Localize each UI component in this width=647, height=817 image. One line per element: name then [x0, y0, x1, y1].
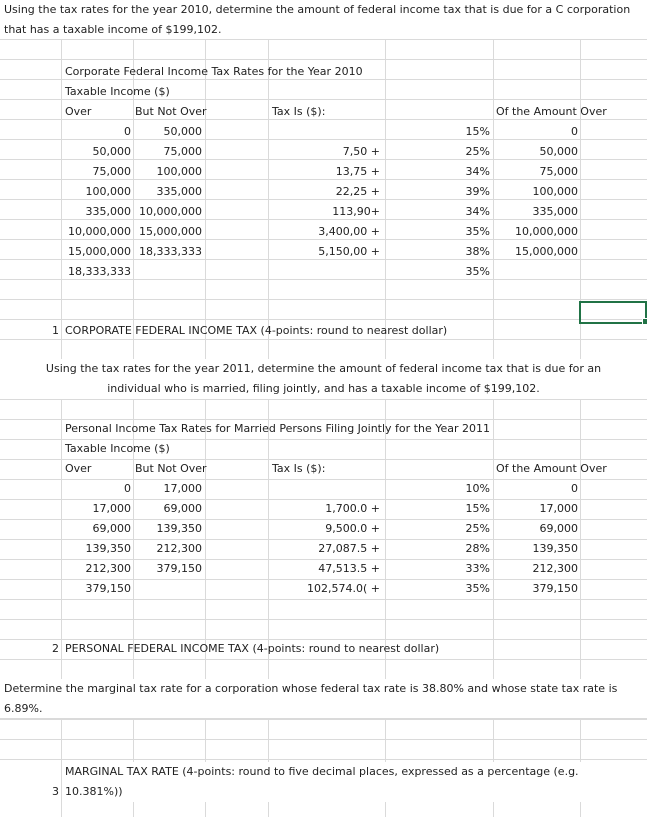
- q1-cell-over[interactable]: 10,000,000: [68, 225, 131, 238]
- q1-answer-label[interactable]: CORPORATE FEDERAL INCOME TAX (4-points: round to nearest dollar): [65, 324, 448, 337]
- q2-cell-not-over[interactable]: 17,000: [163, 482, 202, 495]
- q2-cell-tax[interactable]: 102,574.0( +: [307, 582, 380, 595]
- q2-prompt-line2: individual who is married, filing jointly, and has a taxable income of $199,102.: [107, 382, 540, 395]
- q1-cell-rate[interactable]: 34%: [465, 165, 490, 178]
- q1-cell-over[interactable]: 0: [124, 125, 131, 138]
- q2-cell-amount-over[interactable]: 0: [571, 482, 578, 495]
- q1-table-subtitle[interactable]: Taxable Income ($): [65, 85, 170, 98]
- q2-cell-amount-over[interactable]: 69,000: [539, 522, 578, 535]
- q1-answer-number[interactable]: 1: [52, 324, 59, 337]
- q2-cell-rate[interactable]: 28%: [465, 542, 490, 555]
- q3-answer-label-line2: 10.381%)): [65, 785, 123, 798]
- q1-cell-not-over[interactable]: 10,000,000: [139, 205, 202, 218]
- q2-header-over[interactable]: Over: [65, 462, 92, 475]
- q2-cell-over[interactable]: 0: [124, 482, 131, 495]
- q1-prompt-text: Using the tax rates for the year 2010, determine the amount of federal income tax that is due for a C corporation that has a taxable income of $199,102.: [4, 3, 631, 36]
- q2-cell-over[interactable]: 212,300: [85, 562, 131, 575]
- q2-cell-rate[interactable]: 35%: [465, 582, 490, 595]
- q3-answer-label-line1: MARGINAL TAX RATE (4-points: round to five decimal places, expressed as a percentage (e.g.: [65, 765, 579, 778]
- q2-cell-tax[interactable]: 47,513.5 +: [318, 562, 380, 575]
- q2-table-subtitle[interactable]: Taxable Income ($): [65, 442, 170, 455]
- q1-cell-rate[interactable]: 39%: [465, 185, 490, 198]
- q1-header-over[interactable]: Over: [65, 105, 92, 118]
- q1-cell-tax[interactable]: 7,50 +: [342, 145, 380, 158]
- q1-cell-amount-over[interactable]: 75,000: [539, 165, 578, 178]
- q1-header-but-not-over[interactable]: But Not Over: [135, 105, 207, 118]
- q1-header-of-amount-over[interactable]: Of the Amount Over: [496, 105, 607, 118]
- q1-cell-tax[interactable]: 13,75 +: [335, 165, 380, 178]
- q1-cell-rate[interactable]: 35%: [465, 265, 490, 278]
- q3-prompt-cell[interactable]: [0, 679, 647, 719]
- q1-table-title[interactable]: Corporate Federal Income Tax Rates for the Year 2010: [65, 65, 363, 78]
- q1-cell-amount-over[interactable]: 15,000,000: [515, 245, 578, 258]
- q3-answer-number: 3: [52, 785, 59, 798]
- q2-cell-tax[interactable]: 27,087.5 +: [318, 542, 380, 555]
- q1-header-tax-is[interactable]: Tax Is ($):: [272, 105, 326, 118]
- q1-cell-tax[interactable]: 113,90+: [332, 205, 380, 218]
- q1-cell-not-over[interactable]: 15,000,000: [139, 225, 202, 238]
- q1-cell-amount-over[interactable]: 0: [571, 125, 578, 138]
- q2-answer-number[interactable]: 2: [52, 642, 59, 655]
- q2-cell-amount-over[interactable]: 17,000: [539, 502, 578, 515]
- q1-cell-not-over[interactable]: 18,333,333: [139, 245, 202, 258]
- q2-prompt-cell[interactable]: [0, 359, 647, 400]
- q2-cell-rate[interactable]: 25%: [465, 522, 490, 535]
- q1-cell-over[interactable]: 335,000: [85, 205, 131, 218]
- q1-cell-rate[interactable]: 38%: [465, 245, 490, 258]
- q3-answer-number-cell[interactable]: [0, 762, 61, 802]
- q1-cell-amount-over[interactable]: 50,000: [539, 145, 578, 158]
- q2-answer-label[interactable]: PERSONAL FEDERAL INCOME TAX (4-points: round to nearest dollar): [65, 642, 440, 655]
- q2-cell-tax[interactable]: 1,700.0 +: [325, 502, 380, 515]
- q2-cell-rate[interactable]: 15%: [465, 502, 490, 515]
- selected-cell[interactable]: [579, 301, 647, 324]
- q2-cell-over[interactable]: 69,000: [92, 522, 131, 535]
- q1-cell-over[interactable]: 50,000: [92, 145, 131, 158]
- q2-cell-over[interactable]: 139,350: [85, 542, 131, 555]
- q2-table-title[interactable]: Personal Income Tax Rates for Married Persons Filing Jointly for the Year 2011: [65, 422, 490, 435]
- q1-cell-over[interactable]: 18,333,333: [68, 265, 131, 278]
- q2-header-of-amount-over[interactable]: Of the Amount Over: [496, 462, 607, 475]
- q1-cell-rate[interactable]: 25%: [465, 145, 490, 158]
- q1-cell-amount-over[interactable]: 100,000: [532, 185, 578, 198]
- q1-cell-tax[interactable]: 3,400,00 +: [318, 225, 380, 238]
- q2-cell-tax[interactable]: 9,500.0 +: [325, 522, 380, 535]
- q1-cell-tax[interactable]: 5,150,00 +: [318, 245, 380, 258]
- q1-cell-tax[interactable]: 22,25 +: [335, 185, 380, 198]
- q2-cell-amount-over[interactable]: 139,350: [532, 542, 578, 555]
- q2-cell-not-over[interactable]: 212,300: [156, 542, 202, 555]
- q1-cell-over[interactable]: 100,000: [85, 185, 131, 198]
- q2-cell-over[interactable]: 379,150: [85, 582, 131, 595]
- q2-cell-amount-over[interactable]: 379,150: [532, 582, 578, 595]
- q2-prompt-line1: Using the tax rates for the year 2011, determine the amount of federal income tax that is due for an: [45, 362, 602, 375]
- q1-cell-rate[interactable]: 35%: [465, 225, 490, 238]
- q2-cell-over[interactable]: 17,000: [92, 502, 131, 515]
- q1-cell-not-over[interactable]: 100,000: [156, 165, 202, 178]
- q1-cell-not-over[interactable]: 75,000: [163, 145, 202, 158]
- q3-answer-label-cell[interactable]: [62, 762, 647, 802]
- q1-cell-rate[interactable]: 15%: [465, 125, 490, 138]
- q1-cell-amount-over[interactable]: 10,000,000: [515, 225, 578, 238]
- q2-cell-not-over[interactable]: 69,000: [163, 502, 202, 515]
- q1-cell-over[interactable]: 15,000,000: [68, 245, 131, 258]
- q1-cell-not-over[interactable]: 335,000: [156, 185, 202, 198]
- q3-prompt-text: Determine the marginal tax rate for a corporation whose federal tax rate is 38.80% and whose state tax rate is 6.89%.: [4, 682, 618, 715]
- q1-cell-amount-over[interactable]: 335,000: [532, 205, 578, 218]
- q2-cell-rate[interactable]: 33%: [465, 562, 490, 575]
- q2-header-but-not-over[interactable]: But Not Over: [135, 462, 207, 475]
- q2-cell-amount-over[interactable]: 212,300: [532, 562, 578, 575]
- fill-handle[interactable]: [642, 318, 647, 325]
- q2-header-tax-is[interactable]: Tax Is ($):: [272, 462, 326, 475]
- q2-cell-rate[interactable]: 10%: [465, 482, 490, 495]
- q1-cell-rate[interactable]: 34%: [465, 205, 490, 218]
- q1-cell-over[interactable]: 75,000: [92, 165, 131, 178]
- q2-cell-not-over[interactable]: 379,150: [156, 562, 202, 575]
- q1-prompt-cell[interactable]: [0, 0, 647, 40]
- q2-cell-not-over[interactable]: 139,350: [156, 522, 202, 535]
- q1-cell-not-over[interactable]: 50,000: [163, 125, 202, 138]
